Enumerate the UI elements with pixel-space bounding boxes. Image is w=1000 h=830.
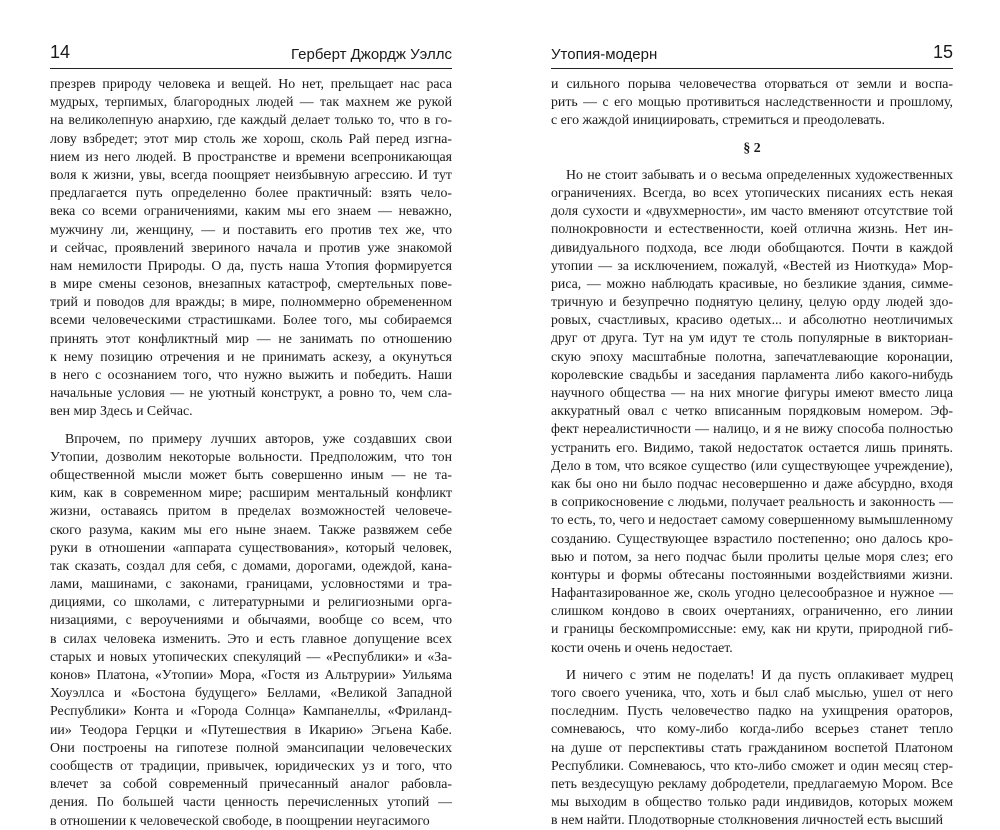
text-line: так сказать, создал для себя, с домами, дорогами, одеждой, кана- [50, 557, 452, 573]
page-number-left: 14 [50, 42, 71, 62]
text-line: полнокровности и естественности, коей отлична жизнь. Нет ин- [551, 221, 953, 237]
text-line: лову взбредет; этот мир столь же хорош, сколь Рай перед изгна- [50, 130, 452, 146]
text-line: в соприкосновение с людьми, получает реальность и законность — [551, 494, 953, 510]
text-line: жизни, оставаясь притом в пределах возможностей человече- [50, 503, 452, 519]
text-line: в мире смены сезонов, внезапных катастроф, смертельных пове- [50, 276, 452, 292]
text-line: предлагается путь определенно более практичный: взять чело- [50, 185, 452, 201]
right-page-text [551, 75, 953, 830]
text-line: Но не стоит забывать и о весьма определенных художественных [566, 166, 953, 182]
text-line: мы выходим в общество только ради индивидов, которых можем [551, 794, 953, 810]
text-line: трий и поводов для вражды; в мире, полноммерно обремененном [50, 294, 452, 310]
text-line: воля к жизни, увы, всегда поощряет неизбывную агрессию. И тут [50, 166, 452, 182]
text-line: дициями, со школами, с литературными и религиозными орга- [50, 594, 452, 610]
text-line: в силах человека изменить. Это и есть главное допущение всех [50, 630, 452, 646]
text-line: и сильного порыва человечества оторваться от земли и воспа- [551, 76, 953, 91]
text-line: низациями, с вероучениями и обычаями, вообще со всем, что [50, 612, 452, 628]
right-page-header [551, 38, 953, 69]
left-page-header [50, 38, 452, 69]
text-line: контуры и формы обтесаны постоянными воздействиями жизни. [551, 566, 953, 582]
text-line: в нем найти. Плодотворные столкновения личностей есть высший [551, 812, 944, 828]
text-line: всеми человеческими страстишками. Более того, мы собираемся [50, 312, 452, 328]
text-line: ким, как в современном мире; расширим ментальный конфликт [50, 485, 452, 501]
text-line: на великолепную анархию, где каждый делает только то, что в го- [50, 112, 452, 128]
text-line: презрев природу человека и вещей. Но нет, прельщает нас раса [50, 76, 452, 91]
text-line: ского разума, каким мы его ныне знаем. Также развяжем себе [50, 521, 452, 537]
text-line: на душе от перспективы стать гражданином воспетой Платоном [551, 739, 953, 755]
text-line: вен мир Здесь и Сейчас. [50, 403, 193, 419]
paragraph-gap [551, 130, 953, 139]
text-line: с его жаждой инициировать, стремиться и преодолевать. [551, 112, 885, 128]
page-number-right: 15 [932, 42, 953, 62]
text-line: петь вездесущую рекламу добродетели, предлагаемую Мором. Все [551, 775, 953, 791]
text-line: риса, — можно наблюдать красивые, но безликие здания, симме- [551, 275, 953, 291]
text-line: Хоуэллса и «Бостона будущего» Беллами, «Великой Западной [50, 685, 452, 701]
text-line: в него с осознанием того, что нужно выжить и победить. Наши [50, 367, 452, 382]
text-line: доля сухости и «двухмерности», им часто вменяют отсутствие той [551, 203, 953, 219]
text-line: начальные условия — не уютный конструкт, а ровно то, чем сла- [50, 385, 452, 401]
text-line: королевские свадьбы и заседания парламента либо какого-нибудь [551, 366, 953, 382]
text-line: Утопии, дозволим некоторые вольности. Предположим, что тон [50, 448, 452, 464]
text-line: фект нереалистичности — налицо, и я не вижу способа полностью [551, 421, 953, 437]
text-line: ограничениях. Всегда, во всех утопических писаниях есть некая [551, 184, 953, 200]
text-line: сомневаюсь, что кому-либо когда-либо всерьез станет тепло [551, 721, 953, 737]
text-line: дивидуального подхода, все люди обобщаются. Почти в каждой [551, 239, 953, 255]
text-line: скую эпоху масштабные полотна, запечатлевающие коронации, [551, 348, 953, 364]
section-heading: § 2 [743, 139, 761, 155]
text-line: тричную и безупречно поднятую целину, целую орду людей здо- [551, 294, 953, 310]
running-head-title: Утопия-модерн [551, 46, 658, 63]
paragraph-gap [50, 421, 452, 430]
text-line: Республики» Конта и «Города Солнца» Кампанеллы, «Фриланд- [50, 703, 452, 719]
text-line: Впрочем, по примеру лучших авторов, уже создавших свои [65, 430, 452, 446]
text-line: века со всеми ограничениями, каким мы его знаем — неважно, [50, 203, 452, 219]
text-line: друг от друга. Тут на ум идут те столь популярные в викториан- [551, 330, 953, 346]
left-page [50, 0, 452, 830]
text-line: Дело в том, что всякое существо (или существующее учреждение), [551, 457, 953, 473]
text-line: сообществ от традиции, привычек, юридических уз и того, что [50, 757, 452, 773]
text-line: слишком кондово в своих очертаниях, ограниченно, его линии [551, 603, 953, 619]
text-line: утопии — за исключением, пожалуй, «Вестей из Ниоткуда» Мор- [551, 257, 953, 273]
text-line: ровых, счастливых, красиво одетых... и абсолютно неотличимых [551, 312, 953, 328]
text-line: влечет за собой современный причесанный аналог рабовла- [50, 776, 452, 792]
text-line: и границы бескомпромиссные: ему, как ни крути, природной гиб- [551, 621, 953, 637]
text-line: принять этот конфликтный мир — не занимать по отношению [50, 330, 452, 346]
text-line: и сейчас, проявлений звериного начала и против уже знакомой [50, 239, 452, 255]
text-line: нам немилости Природы. О да, пусть наша Утопия формируется [50, 257, 452, 273]
left-page-text [50, 75, 452, 830]
paragraph-gap [551, 157, 953, 166]
text-line: дения. По большей части ценность перечисленных утопий — [50, 794, 452, 810]
paragraph-gap [551, 657, 953, 666]
text-line: Нафантазированное же, сколь угодно целесообразное и нужное — [551, 585, 953, 601]
text-line: вью и потом, за него подчас были пролиты целые моря слез; его [551, 548, 953, 564]
text-line: рить — с его мощью противиться наследственности и прошлому, [551, 94, 953, 110]
running-head-author: Герберт Джордж Уэллс [291, 46, 452, 63]
text-line: старых и новых утопических спекуляций — «Республики» и «За- [50, 648, 452, 664]
text-line: в отношении к человеческой свободе, в поощрении неугасимого [50, 812, 430, 828]
text-line: кости очень и очень недостает. [551, 639, 733, 655]
text-line: того своего ученика, что, хоть и был слаб мыслью, ушел от него [551, 685, 953, 700]
text-line: как бы оно ни было подчас несовершенно и даже абсурдно, входя [551, 475, 953, 491]
text-line: И ничего с этим не поделать! И да пусть оплакивает мудрец [566, 666, 953, 682]
text-line: научного общества — на них многие фигуры имеют вместо лица [551, 385, 953, 400]
text-line: ии» Теодора Герцки и «Путешествия в Икарию» Эгьена Кабе. [50, 721, 452, 737]
text-line: конов» Платона, «Утопии» Мора, «Гостя из Альтрурии» Уильяма [50, 667, 452, 682]
right-page [551, 0, 953, 830]
text-line: общественной мысли может быть совершенно иным — не та- [50, 466, 452, 482]
text-line: аккуратный овал с четко вписанным порядковым номером. Эф- [551, 403, 953, 419]
text-line: последним. Пусть человечество падко на ухищрения ораторов, [551, 703, 953, 719]
text-line: Республики. Сомневаюсь, что кто-либо сможет и один месяц стер- [551, 757, 953, 773]
text-line: нием из него людей. В пространстве и времени всепроникающая [50, 148, 452, 164]
text-line: к нему позицию отречения и не принимать аскезу, а окунуться [50, 348, 452, 364]
text-line: лами, машинами, с законами, границами, условностями и тра- [50, 576, 452, 592]
text-line: мудрых, терпимых, благородных людей — так махнем же рукой [50, 94, 452, 110]
text-line: то есть, то, чего и недостает самому совершенному вымышленному [551, 512, 953, 528]
text-line: руки в отношении «аппарата существования», который человек, [50, 539, 452, 555]
text-line: мужчину ли, женщину, — и поставить его против тех же, что [50, 221, 452, 237]
text-line: Они построены на гипотезе полной эмансипации человеческих [50, 739, 452, 755]
text-line: устранить его. Видимо, такой недостаток остается лишь принять. [551, 439, 953, 455]
text-line: созданию. Существующее взрастило постепенно; оно далось кро- [551, 530, 953, 546]
